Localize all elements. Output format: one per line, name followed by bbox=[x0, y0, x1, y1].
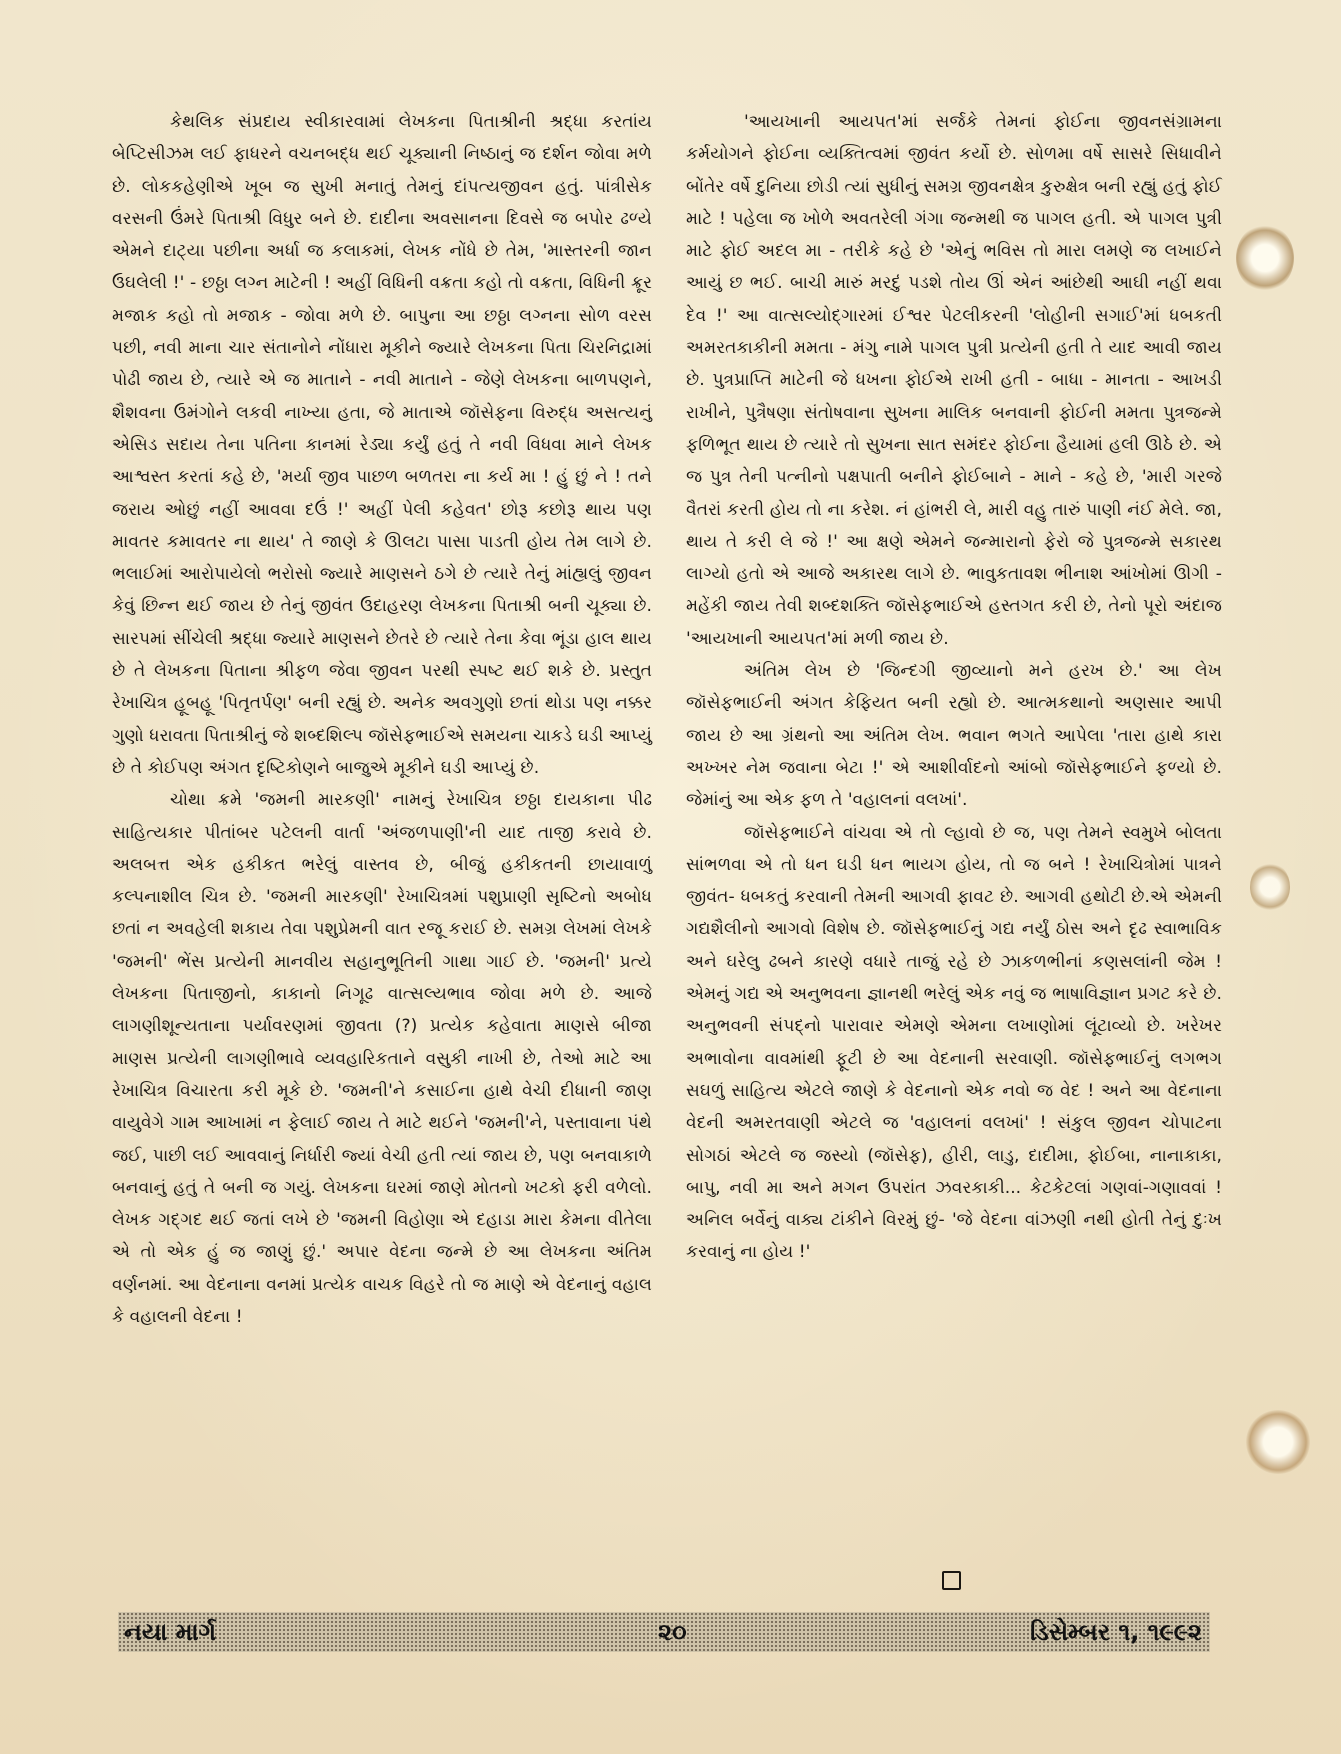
page-number: ૨૦ bbox=[658, 1618, 687, 1646]
magazine-name: નયા માર્ગ bbox=[124, 1618, 217, 1646]
paragraph: ચોથા ક્રમે 'જમની મારકણી' નામનું રેખાચિત્ર છઠ્ઠા દાયકાના પીઢ સાહિત્યકાર પીતાંબર પટેલની વાર્તા 'અંજળપાણી'ની યાદ તાજી કરાવે છે. અલબત્ત એક હકીકત ભરેલું વાસ્તવ છે, બીજું હકીકતની છાયાવાળું કલ્પનાશીલ ચિત્ર છે. 'જમની મારકણી' રેખાચિત્રમાં પશુપ્રાણી સૃષ્ટિનો અબોધ છતાં ન અવહેલી શકાય તેવા પશુપ્રેમની વાત રજૂ કરાઈ છે. સમગ્ર લેખમાં લેખકે 'જમની' ભેંસ પ્રત્યેની માનવીય સહાનુભૂતિની ગાથા ગાઈ છે. 'જમની' પ્રત્યે લેખકના પિતાજીનો, કાકાનો નિગૂઢ વાત્સલ્યભાવ જોવા મળે છે. આજે લાગણીશૂન્યતાના પર્યાવરણમાં જીવતા (?) પ્રત્યેક કહેવાતા માણસે બીજા માણસ પ્રત્યેની લાગણીભાવે વ્યવહારિકતાને વસુકી નાખી છે, તેઓ માટે આ રેખાચિત્ર વિચારતા કરી મૂકે છે. 'જમની'ને કસાઈના હાથે વેચી દીધાની જાણ વાયુવેગે ગામ આખામાં ન ફેલાઈ જાય તે માટે થઈને 'જમની'ને, પસ્તાવાના પંથે જઈ, પાછી લઈ આવવાનું નિર્ધારી જ્યાં વેચી હતી ત્યાં જાય છે, પણ બનવાકાળે બનવાનું હતું તે બની જ ગયું. લેખકના ઘરમાં જાણે મોતનો ખટકો ફરી વળેલો. લેખક ગદ્ગદ થઈ જતાં લખે છે 'જમની વિહોણા એ દહાડા મારા કેમના વીતેલા એ તો એક હું જ જાણું છું.' અપાર વેદના જન્મે છે આ લેખકના અંતિમ વર્ણનમાં. આ વેદનાના વનમાં પ્રત્યેક વાચક વિહરે તો જ માણે એ વેદનાનું વહાલ કે વહાલની વેદના ! bbox=[112, 790, 652, 1327]
issue-date: ડિસેમ્બર ૧, ૧૯૯૨ bbox=[1030, 1618, 1202, 1646]
paper-damage-stain bbox=[1236, 224, 1294, 292]
paper-damage-stain bbox=[1246, 1410, 1310, 1474]
page-footer bbox=[118, 1612, 1210, 1652]
paragraph: કેથલિક સંપ્રદાય સ્વીકારવામાં લેખકના પિતાશ્રીની શ્રદ્ધા કરતાંય બેપ્ટિસીઝમ લઈ ફાધરને વચનબદ્ધ થઈ ચૂક્યાની નિષ્ઠાનું જ દર્શન જોવા મળે છે. લોકકહેણીએ ખૂબ જ સુખી મનાતું તેમનું દાંપત્યજીવન હતું. પાંત્રીસેક વરસની ઉંમરે પિતાશ્રી વિધુર બને છે. દાદીના અવસાનના દિવસે જ બપોર ઢળ્યે એમને દાટ્યા પછીના અર્ધા જ કલાકમાં, લેખક નોંધે છે તેમ, 'માસ્તરની જાન ઉઘલેલી !' - છઠ્ઠા લગ્ન માટેની ! અહીં વિધિની વક્રતા કહો તો વક્રતા, વિધિની ક્રૂર મજાક કહો તો મજાક - જોવા મળે છે. બાપુના આ છઠ્ઠા લગ્નના સોળ વરસ પછી, નવી માના ચાર સંતાનોને નોંધારા મૂકીને જ્યારે લેખકના પિતા ચિરનિદ્રામાં પોઢી જાય છે, ત્યારે એ જ માતાને - નવી માતાને - જેણે લેખકના બાળપણને, શૈશવના ઉમંગોને લકવી નાખ્યા હતા, જે માતાએ જૉસેફના વિરુદ્ધ અસત્યનું એસિડ સદાય તેના પતિના કાનમાં રેડ્યા કર્યું હતું તે નવી વિધવા માને લેખક આશ્વસ્ત કરતાં કહે છે, 'મર્યા જીવ પાછળ બળતરા ના કર્ય મા ! હું છું ને ! તને જરાય ઓછું નહીં આવવા દઉં !' અહીં પેલી કહેવત' છોરૂ કછોરૂ થાય પણ માવતર કમાવતર ના થાય' તે જાણે કે ઊલટા પાસા પાડતી હોય તેમ લાગે છે. ભલાઈમાં આરોપાયેલો ભરોસો જ્યારે માણસને ઠગે છે ત્યારે તેનું માંહ્યલું જીવન કેવું છિન્ન થઈ જાય છે તેનું જીવંત ઉદાહરણ લેખકના પિતાશ્રી બની ચૂક્યા છે. સારપમાં સીંચેલી શ્રદ્ધા જ્યારે માણસને છેતરે છે ત્યારે તેના કેવા ભૂંડા હાલ થાય છે તે લેખકના પિતાના શ્રીફળ જેવા જીવન પરથી સ્પષ્ટ થઈ શકે છે. પ્રસ્તુત રેખાચિત્ર હૂબહૂ 'પિતૃતર્પણ' બની રહ્યું છે. અનેક અવગુણો છતાં થોડા પણ નક્કર ગુણો ધરાવતા પિતાશ્રીનું જે શબ્દશિલ્પ જૉસેફભાઈએ સમયના ચાકડે ઘડી આપ્યું છે તે કોઈપણ અંગત દૃષ્ટિકોણને બાજુએ મૂકીને ઘડી આપ્યું છે. bbox=[112, 112, 652, 778]
left-column bbox=[112, 106, 652, 1333]
paragraph: અંતિમ લેખ છે 'જિન્દગી જીવ્યાનો મને હરખ છે.' આ લેખ જૉસેફભાઈની અંગત કેફિયત બની રહ્યો છે. આત્મકથાનો અણસાર આપી જાય છે આ ગ્રંથનો આ અંતિમ લેખ. ભવાન ભગતે આપેલા 'તારા હાથે કારા અખ્ખર નેમ જવાના બેટા !' એ આશીર્વાદનો આંબો જૉસેફભાઈને ફળ્યો છે. જેમાંનું આ એક ફળ તે 'વહાલનાં વલખાં'. bbox=[686, 661, 1222, 811]
paragraph: 'આયખાની આયપત'માં સર્જકે તેમનાં ફોઈના જીવનસંગ્રામના કર્મયોગને ફોઈના વ્યક્તિત્વમાં જીવંત કર્યો છે. સોળમા વર્ષે સાસરે સિધાવીને બોંતેર વર્ષે દુનિયા છોડી ત્યાં સુધીનું સમગ્ર જીવનક્ષેત્ર કુરુક્ષેત્ર બની રહ્યું હતું ફોઈ માટે ! પહેલા જ ખોળે અવતરેલી ગંગા જન્મથી જ પાગલ હતી. એ પાગલ પુત્રી માટે ફોઈ અદલ મા - તરીકે કહે છે 'એનું ભવિસ તો મારા લમણે જ લખાઈને આયું છ ભઈ. બાચી મારું મરદું પડશે તોય ઊં એનં આંછેથી આઘી નહીં થવા દેવ !' આ વાત્સલ્યોદ્ગારમાં ઈશ્વર પેટલીકરની 'લોહીની સગાઈ'માં ધબકતી અમરતકાકીની મમતા - મંગુ નામે પાગલ પુત્રી પ્રત્યેની હતી તે યાદ આવી જાય છે. પુત્રપ્રાપ્તિ માટેની જે ધખના ફોઈએ રાખી હતી - બાધા - માનતા - આખડી રાખીને, પુત્રૈષણા સંતોષવાના સુખના માલિક બનવાની ફોઈની મમતા પુત્રજન્મે ફળિભૂત થાય છે ત્યારે તો સુખના સાત સમંદર ફોઈના હૈયામાં હલી ઊઠે છે. એ જ પુત્ર તેની પત્નીનો પક્ષપાતી બનીને ફોઈબાને - માને - કહે છે, 'મારી ગરજે વૈતરાં કરતી હોય તો ના કરેશ. નં હાંભરી લે, મારી વહુ તારું પાણી નંઈ મેલે. જા, થાય તે કરી લે જે !' આ ક્ષણે એમને જન્મારાનો ફેરો જે પુત્રજન્મે સકારથ લાગ્યો હતો એ આજે અકારથ લાગે છે. ભાવુકતાવશ ભીનાશ આંખોમાં ઊગી - મહેંકી જાય તેવી શબ્દશક્તિ જૉસેફભાઈએ હસ્તગત કરી છે, તેનો પૂરો અંદાજ 'આયખાની આયપત'માં મળી જાય છે. bbox=[686, 112, 1222, 649]
paragraph: જૉસેફભાઈને વાંચવા એ તો લ્હાવો છે જ, પણ તેમને સ્વમુખે બોલતા સાંભળવા એ તો ધન ઘડી ધન ભાયગ હોય, તો જ બને ! રેખાચિત્રોમાં પાત્રને જીવંત- ધબકતું કરવાની તેમની આગવી ફાવટ છે. આગવી હથોટી છે.એ એમની ગદ્યશૈલીનો આગવો વિશેષ છે. જૉસેફભાઈનું ગદ્ય નર્યું ઠોસ અને દૃઢ સ્વાભાવિક અને ઘરેલુ ઢબને કારણે વધારે તાજું રહે છે ઝાકળભીનાં કણસલાંની જેમ ! એમનું ગદ્ય એ અનુભવના જ્ઞાનથી ભરેલું એક નવું જ ભાષાવિજ્ઞાન પ્રગટ કરે છે. અનુભવની સંપદ્નો પારાવાર એમણે એમના લખાણોમાં લૂંટાવ્યો છે. ખરેખર અભાવોના વાવમાંથી ફૂટી છે આ વેદનાની સરવાણી. જૉસેફભાઈનું લગભગ સઘળું સાહિત્ય એટલે જાણે કે વેદનાનો એક નવો જ વેદ ! અને આ વેદનાના વેદની અમરતવાણી એટલે જ 'વહાલનાં વલખાં' ! સંકુલ જીવન ચોપાટના સોગઠાં એટલે જ જસ્યો (જૉસેફ), હીરી, લાડુ, દાદીમા, ફોઈબા, નાનાકાકા, બાપુ, નવી મા અને મગન ઉપરાંત ઝવરકાકી... કેટકેટલાં ગણવાં-ગણાવવાં ! અનિલ બર્વેનું વાક્ય ટાંકીને વિરમું છું- 'જે વેદના વાંઝણી નથી હોતી તેનું દુઃખ કરવાનું ના હોય !' bbox=[686, 822, 1222, 1263]
paper-damage-stain bbox=[1250, 862, 1290, 912]
right-column bbox=[686, 106, 1222, 1269]
end-of-article-square-icon bbox=[942, 1571, 961, 1590]
